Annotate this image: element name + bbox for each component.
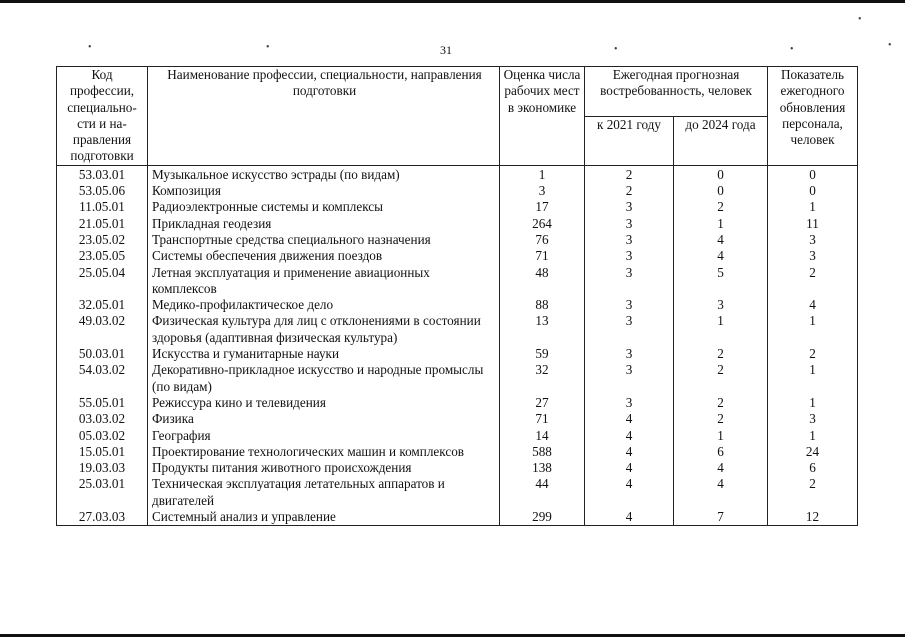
row-2024: 4 [674,460,768,476]
scan-speck: • [266,42,270,53]
row-2024: 4 [674,232,768,248]
row-2024: 2 [674,362,768,395]
row-estimate: 138 [500,460,585,476]
row-name: Искусства и гуманитарные науки [148,346,500,362]
row-code: 54.03.02 [57,362,148,395]
row-name: Физика [148,411,500,427]
row-estimate: 44 [500,476,585,509]
scan-speck: • [790,44,794,55]
row-2021: 4 [585,428,674,444]
row-update: 6 [768,460,858,476]
row-2021: 4 [585,509,674,526]
row-code: 49.03.02 [57,313,148,346]
row-2024: 2 [674,411,768,427]
row-update: 3 [768,411,858,427]
row-code: 19.03.03 [57,460,148,476]
table-row [57,297,858,313]
row-2024: 0 [674,165,768,183]
row-2021: 4 [585,476,674,509]
row-estimate: 264 [500,216,585,232]
row-code: 50.03.01 [57,346,148,362]
top-border [0,0,905,3]
table-row [57,165,858,183]
header-name: Наименование профессии, специальности, направления подготовки [148,67,500,166]
row-code: 11.05.01 [57,199,148,215]
row-update: 2 [768,265,858,298]
row-2024: 5 [674,265,768,298]
table-row [57,313,858,346]
row-2021: 4 [585,460,674,476]
row-estimate: 3 [500,183,585,199]
profession-table [56,66,858,526]
row-estimate: 88 [500,297,585,313]
row-code: 53.05.06 [57,183,148,199]
row-estimate: 588 [500,444,585,460]
row-2024: 6 [674,444,768,460]
row-2021: 3 [585,199,674,215]
row-estimate: 299 [500,509,585,526]
row-2024: 2 [674,346,768,362]
row-name: Техническая эксплуатация летательных аппаратов и двигателей [148,476,500,509]
header-forecast: Ежегодная прогнозная востребованность, человек [585,67,768,117]
row-estimate: 71 [500,248,585,264]
row-update: 11 [768,216,858,232]
row-update: 0 [768,165,858,183]
row-update: 2 [768,346,858,362]
row-update: 1 [768,395,858,411]
row-estimate: 59 [500,346,585,362]
row-name: Прикладная геодезия [148,216,500,232]
row-code: 32.05.01 [57,297,148,313]
row-update: 1 [768,428,858,444]
row-2024: 0 [674,183,768,199]
table-row [57,232,858,248]
row-2024: 3 [674,297,768,313]
table-row [57,346,858,362]
row-2021: 3 [585,265,674,298]
page-number: 31 [440,43,452,57]
row-code: 53.03.01 [57,165,148,183]
table-row [57,476,858,509]
row-name: Режиссура кино и телевидения [148,395,500,411]
row-update: 3 [768,248,858,264]
table-row [57,460,858,476]
row-estimate: 1 [500,165,585,183]
table-row [57,362,858,395]
row-update: 1 [768,199,858,215]
row-code: 05.03.02 [57,428,148,444]
row-code: 27.03.03 [57,509,148,526]
table-row [57,216,858,232]
row-update: 1 [768,313,858,346]
row-name: Проектирование технологических машин и комплексов [148,444,500,460]
row-2021: 3 [585,297,674,313]
row-2021: 3 [585,232,674,248]
bottom-border [0,634,905,637]
row-2021: 3 [585,362,674,395]
scan-speck: • [88,42,92,53]
row-code: 55.05.01 [57,395,148,411]
row-update: 3 [768,232,858,248]
header-code: Код профессии, специально-сти и на-правления подготовки [57,67,148,166]
row-2024: 1 [674,216,768,232]
row-2021: 2 [585,183,674,199]
row-2021: 3 [585,313,674,346]
row-code: 23.05.02 [57,232,148,248]
row-2024: 4 [674,248,768,264]
scan-speck: • [614,44,618,55]
row-2024: 2 [674,395,768,411]
row-estimate: 27 [500,395,585,411]
table-row [57,428,858,444]
row-update: 24 [768,444,858,460]
table-row [57,509,858,526]
table-row [57,265,858,298]
header-2024: до 2024 года [674,116,768,165]
row-update: 1 [768,362,858,395]
row-2024: 1 [674,313,768,346]
row-code: 25.05.04 [57,265,148,298]
header-update: Показатель ежегодного обновления персонала, человек [768,67,858,166]
row-2021: 2 [585,165,674,183]
row-name: Медико-профилактическое дело [148,297,500,313]
table-body [57,165,858,526]
header-estimate: Оценка числа рабочих мест в экономике [500,67,585,166]
row-name: Системы обеспечения движения поездов [148,248,500,264]
row-update: 2 [768,476,858,509]
row-2021: 3 [585,216,674,232]
row-code: 15.05.01 [57,444,148,460]
row-name: Композиция [148,183,500,199]
row-2024: 4 [674,476,768,509]
row-estimate: 76 [500,232,585,248]
table-row [57,444,858,460]
row-update: 12 [768,509,858,526]
row-name: Системный анализ и управление [148,509,500,526]
row-2024: 2 [674,199,768,215]
row-name: Радиоэлектронные системы и комплексы [148,199,500,215]
row-estimate: 17 [500,199,585,215]
row-name: Транспортные средства специального назначения [148,232,500,248]
row-2021: 4 [585,411,674,427]
table-row [57,411,858,427]
header-2021: к 2021 году [585,116,674,165]
row-name: География [148,428,500,444]
row-name: Музыкальное искусство эстрады (по видам) [148,165,500,183]
row-estimate: 32 [500,362,585,395]
row-estimate: 71 [500,411,585,427]
row-update: 0 [768,183,858,199]
row-code: 23.05.05 [57,248,148,264]
row-update: 4 [768,297,858,313]
row-2021: 3 [585,346,674,362]
row-code: 03.03.02 [57,411,148,427]
table-row [57,183,858,199]
row-2021: 3 [585,395,674,411]
row-code: 21.05.01 [57,216,148,232]
row-2024: 7 [674,509,768,526]
row-name: Физическая культура для лиц с отклонениями в состоянии здоровья (адаптивная физическая культура) [148,313,500,346]
row-name: Декоративно-прикладное искусство и народные промыслы (по видам) [148,362,500,395]
row-estimate: 13 [500,313,585,346]
row-2021: 3 [585,248,674,264]
row-code: 25.03.01 [57,476,148,509]
row-2021: 4 [585,444,674,460]
table-row [57,395,858,411]
row-estimate: 14 [500,428,585,444]
row-2024: 1 [674,428,768,444]
row-name: Летная эксплуатация и применение авиационных комплексов [148,265,500,298]
table-row [57,248,858,264]
table-row [57,199,858,215]
row-estimate: 48 [500,265,585,298]
row-name: Продукты питания животного происхождения [148,460,500,476]
scan-speck: • [888,40,892,51]
scan-speck: • [858,14,862,25]
